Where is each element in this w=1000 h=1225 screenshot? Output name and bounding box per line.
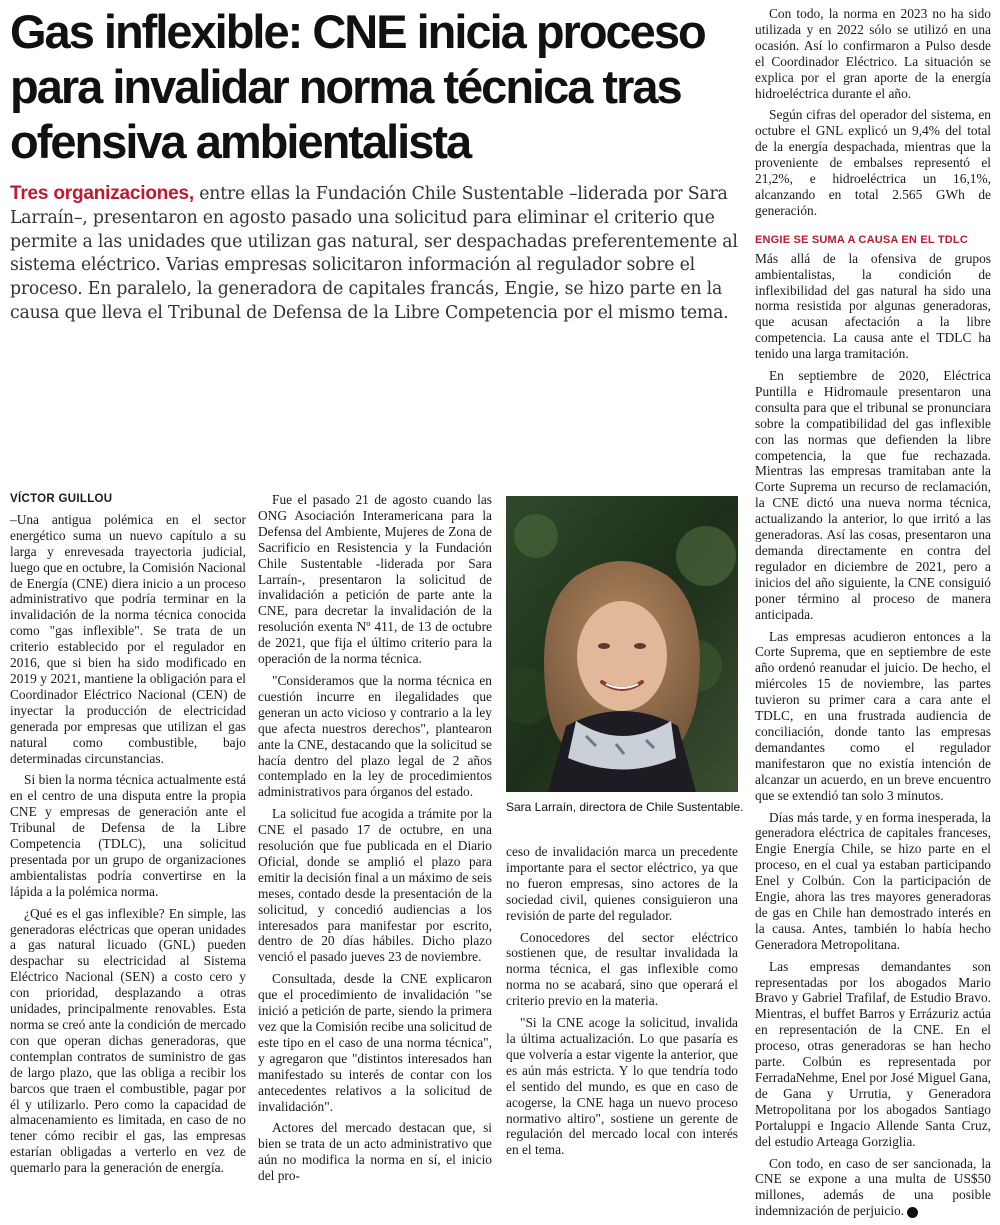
- article-column-4: [755, 6, 991, 1225]
- paragraph: [755, 1156, 991, 1220]
- paragraph: En septiembre de 2020, Eléctrica Puntilla e Hidromaule presentaron una consulta para que el tribunal se pronunciara sobre la compatibilidad del gas inflexible con las normas que defienden la libre competencia, la que fue rechazada. Mientras las empresas tramitaban ante la Corte Suprema un recurso de reclamación, la CNE dictó una nueva norma técnica, actualizando la anterior, lo que irritó a las generadoras. Así las cosas, presentaron una demanda directamente en contra del regulador en diciembre de 2021, pero a inicios del año siguiente, la CNE consiguió poner término al proceso de manera anticipada.: [755, 368, 991, 622]
- lead-paragraph: [10, 182, 745, 326]
- paragraph: –Una antigua polémica en el sector energético suma un nuevo capítulo a su larga y enrevesada trayectoria judicial, luego que en octubre, la Comisión Nacional de Energía (CNE) diera inicio a un proceso administrativo que podría terminar en la invalidación de la norma técnica conocida como "gas inflexible". Se trata de un criterio establecido por el regulador en 2016, que si bien ha sido modificado en 2019 y 2021, mantiene la obligación para el Coordinador Eléctrico Nacional (CEN) de inyectar la producción de electricidad generada por empresas que utilizan el gas natural como combustible, bajo determinadas circunstancias.: [10, 511, 246, 766]
- photo-caption: Sara Larraín, directora de Chile Sustentable.: [506, 800, 744, 814]
- paragraph: Fue el pasado 21 de agosto cuando las ONG Asociación Interamericana para la Defensa del Ambiente, Mujeres de Zona de Sacrificio en Resistencia y la Fundación Chile Sustentable -liderada por Sara Larraín-, presentaron la solicitud de invalidación a petición de parte ante la CNE, para decretar la invalidación de la resolución exenta Nº 411, de 13 de octubre de 2021, que fija el último criterio para la operación de la norma técnica.: [258, 492, 492, 667]
- lead-highlight: Tres organizaciones,: [10, 183, 194, 204]
- article-column-3: [506, 844, 738, 1164]
- paragraph: Si bien la norma técnica actualmente está en el centro de una disputa entre la propia CNE y empresas de generación ante el Tribunal de Defensa de la Libre Competencia (TDLC), una solicitud presentada por un grupo de organizaciones ambientalistas podría convertirse en la lápida a la polémica norma.: [10, 772, 246, 899]
- headline: Gas inflexible: CNE inicia proceso para invalidar norma técnica tras ofensiva ambientalista: [10, 5, 705, 168]
- end-of-article-icon: P: [907, 1207, 918, 1218]
- paragraph: Días más tarde, y en forma inesperada, la generadora eléctrica de capitales franceses, Engie Energía Chile, se hizo parte en el proceso, en el cual ya estaban participando Enel y Colbún. Con la participación de Engie, ahora las tres mayores generadoras de gas en Chile han demostrado interés en la causa. Antes, también lo había hecho Generadora Metropolitana.: [755, 809, 991, 952]
- article-column-2: [258, 492, 492, 1190]
- portrait-illustration: [506, 496, 738, 792]
- paragraph: Según cifras del operador del sistema, en octubre el GNL explicó un 9,4% del total de la energía despachada, mientras que la proveniente de embalses representó el 21,2%, e hidroeléctrica un 16,1%, alcanzando en total 2.565 GWh de generación.: [755, 107, 991, 218]
- paragraph: La solicitud fue acogida a trámite por la CNE el pasado 17 de octubre, en una resolución que fue publicada en el Diario Oficial, donde se amplió el plazo para emitir la decisión final a un máximo de seis meses, contado desde la presentación de la solicitud, y concedió audiencias a los interesados para manifestar por escrito, dentro de 20 días hábiles. Dicho plazo venció el pasado jueves 23 de noviembre.: [258, 806, 492, 965]
- paragraph: "Consideramos que la norma técnica en cuestión incurre en ilegalidades que generan un acto vicioso y contrario a la ley que afecta nuestros derechos", plantearon ante la CNE, destacando que la solicitud se hacía dentro del plazo legal de 2 años contemplado en la ley de procedimientos administrativos para órganos del estado.: [258, 672, 492, 800]
- paragraph: Actores del mercado destacan que, si bien se trata de un acto administrativo que aún no modifica la norma en sí, el inicio del pro-: [258, 1120, 492, 1184]
- paragraph: Conocedores del sector eléctrico sostienen que, de resultar invalidada la norma técnica, el gas inflexible como norma no se acabará, sino que operará el criterio previo en la materia.: [506, 929, 738, 1009]
- paragraph: ¿Qué es el gas inflexible? En simple, las generadoras eléctricas que operan unidades a gas natural licuado (GNL) pueden despachar su electricidad al Sistema Eléctrico Nacional (SEN) a costo cero y con prioridad, desplazando a otras unidades, principalmente renovables. Esta norma se creó ante la condición de mercado con que operan dichas generadoras, que contemplan contratos de suministro de gas de largo plazo, que las obliga a recibir los barcos que traen el combustible, pagar por él y utilizarlo. Pero como la capacidad de almacenamiento es limitada, en caso de no tener cómo recibir el gas, las empresas estarían obligadas a verterlo en vez de quemarlo para la generación de energía.: [10, 905, 246, 1176]
- paragraph: Las empresas acudieron entonces a la Corte Suprema, que en septiembre de este año ordenó reanudar el juicio. De hecho, el miércoles 15 de noviembre, las partes tuvieron su primer cara a cara ante el TDLC, en una frustrada audiencia de conciliación, donde tanto las empresas demandantes como el regulador manifestaron que no existía intención de alcanzar un acuerdo, en un breve encuentro que se extendió tan solo 3 minutos.: [755, 628, 991, 803]
- paragraph: Las empresas demandantes son representadas por los abogados Mario Bravo y Gabriel Trafilaf, de Estudio Bravo. Mientras, el buffet Barros y Errázuriz actúa en representación de la CNE. En el proceso, otras generadoras se han hecho parte. Colbún es representada por FerradaNehme, Enel por José Miguel Gana, de Gana y Urrutia, y Generadora Metropolitana por los abogados Santiago Portaluppi e Ingacio Allende Santa Cruz, del estudio Arteaga Gorziglia.: [755, 958, 991, 1149]
- byline: VÍCTOR GUILLOU: [10, 493, 113, 505]
- portrait-photo: [506, 496, 738, 792]
- paragraph: ceso de invalidación marca un precedente importante para el sector eléctrico, ya que no fueron empresas, sino actores de la sociedad civil, quienes consiguieron una revisión de parte del regulador.: [506, 844, 738, 923]
- paragraph: Con todo, la norma en 2023 no ha sido utilizada y en 2022 sólo se utilizó en una ocasión. Así lo confirmaron a Pulso desde el Coordinador Eléctrico. La situación se explica por el gran aporte de la energía hidroeléctrica durante el año.: [755, 6, 991, 101]
- lead-text: entre ellas la Fundación Chile Sustentable –liderada por Sara Larraín–, presentaron en agosto pasado una solicitud para eliminar el criterio que permite a las unidades que utilizan gas natural, ser despachadas preferentemente al sistema eléctrico. Varias empresas solicitaron información al regulador sobre el proceso. En paralelo, la generadora de capitales francás, Engie, se hizo parte en la causa que lleva el Tribunal de Defensa de la Libre Competencia por el mismo tema.: [10, 184, 738, 323]
- paragraph: "Si la CNE acoge la solicitud, invalida la última actualización. Lo que pasaría es que volvería a estar vigente la anterior, que es aún más estricta. Y lo que tendría todo el sentido del mundo, es que en caso de acogerse, la CNE haga un nuevo proceso normativo altiro", sostiene un gerente de regulación del mercado local con interés en el tema.: [506, 1015, 738, 1158]
- paragraph: Más allá de la ofensiva de grupos ambientalistas, la condición de inflexibilidad del gas natural ha sido una norma resistida por algunas generadoras, que acusan afectación a la libre competencia. La causa ante el TDLC ha tenido una larga tramitación.: [755, 250, 991, 362]
- paragraph: Consultada, desde la CNE explicaron que el procedimiento de invalidación "se inició a petición de parte, siendo la primera vez que la Comisión recibe una solicitud de este tipo en el caso de una norma técnica", y agregaron que "distintos interesados han manifestado su interés de contar con los antecedentes relativos a la solicitud de invalidación".: [258, 971, 492, 1114]
- article-column-1: [10, 492, 246, 1182]
- closing-text: Con todo, en caso de ser sancionada, la CNE se expone a una multa de US$50 millones, además de una posible indemnización de perjuicio.: [755, 1155, 991, 1219]
- section-subhead: ENGIE SE SUMA A CAUSA EN EL TDLC: [755, 233, 968, 246]
